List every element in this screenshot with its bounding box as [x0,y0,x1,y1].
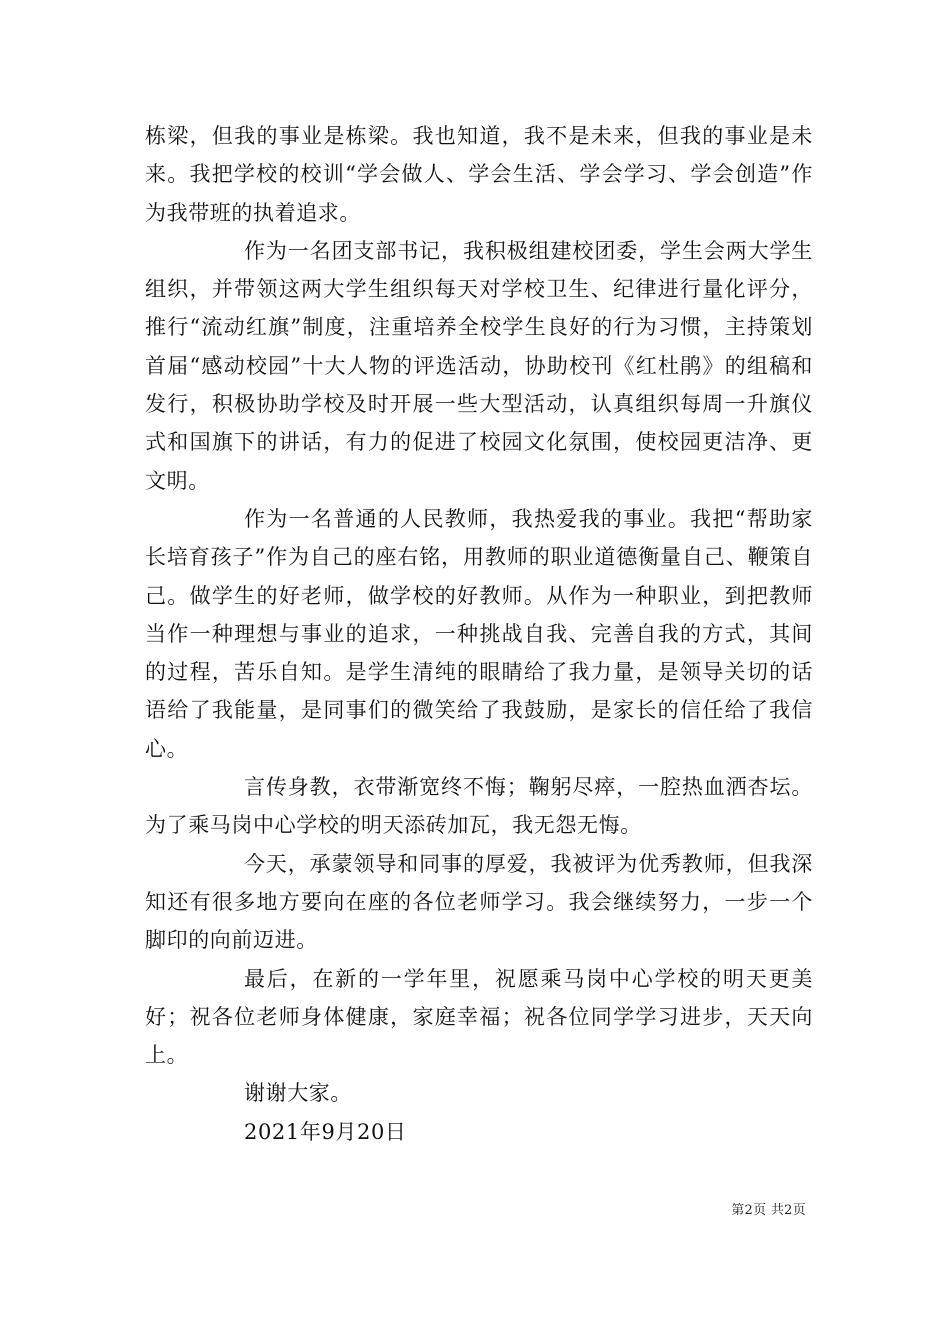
paragraph-5: 今天，承蒙领导和同事的厚爱，我被评为优秀教师，但我深知还有很多地方要向在座的各位老师学习。我会继续努力，一步一个脚印的向前迈进。 [145,851,813,953]
paragraph-6: 最后，在新的一学年里，祝愿乘马岗中心学校的明天更美好；祝各位老师身体健康，家庭幸福；祝各位同学学习进步，天天向上。 [145,966,813,1068]
paragraph-3: 作为一名普通的人民教师，我热爱我的事业。我把“帮助家长培育孩子”作为自己的座右铭，用教师的职业道德衡量自己、鞭策自己。做学生的好老师，做学校的好教师。从作为一种职业，到把教师当作一种理想与事业的追求，一种挑战自我、完善自我的方式，其间的过程，苦乐自知。是学生清纯的眼睛给了我力量，是领导关切的话语给了我能量，是同事们的微笑给了我鼓励，是家长的信任给了我信心。 [145,506,813,761]
document-body [145,117,813,1151]
paragraph-4: 言传身教，衣带渐宽终不悔；鞠躬尽瘁，一腔热血洒杏坛。为了乘马岗中心学校的明天添砖加瓦，我无怨无悔。 [145,775,813,838]
document-date: 2021年9月20日 [244,1119,407,1144]
closing-thanks: 谢谢大家。 [244,1081,352,1106]
paragraph-1: 栋梁，但我的事业是栋梁。我也知道，我不是未来，但我的事业是未来。我把学校的校训“学会做人、学会生活、学会学习、学会创造”作为我带班的执着追求。 [145,124,813,225]
page-number-footer: 第2页 共2页 [731,1203,806,1218]
paragraph-2: 作为一名团支部书记，我积极组建校团委，学生会两大学生组织，并带领这两大学生组织每天对学校卫生、纪律进行量化评分，推行“流动红旗”制度，注重培养全校学生良好的行为习惯，主持策划首届“感动校园”十大人物的评选活动，协助校刊《红杜鹃》的组稿和发行，积极协助学校及时开展一些大型活动，认真组织每周一升旗仪式和国旗下的讲话，有力的促进了校园文化氛围，使校园更洁净、更文明。 [145,238,813,493]
